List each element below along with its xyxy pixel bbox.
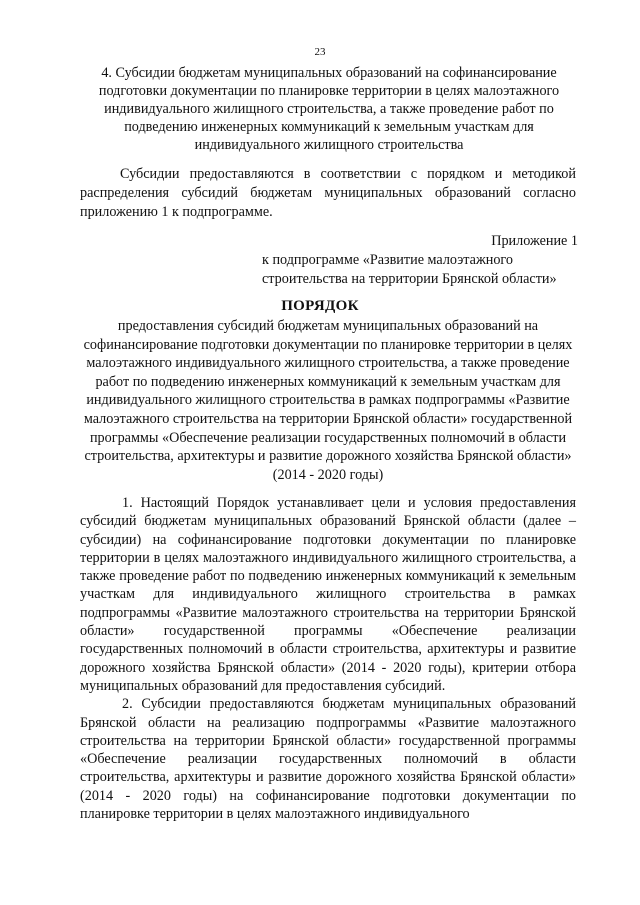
page-number: 23 (314, 46, 326, 58)
body-paragraph-1: 1. Настоящий Порядок устанавливает цели и условия предоставления субсидий бюджетам муниципальных образований Брянской области (далее – субсидии) на софинансирование подготовки документации по планировке территории в целях малоэтажного индивидуального жилищного строительства, а также проведение работ по подведению инженерных коммуникаций к земельным участкам для индивидуального жилищного строительства в рамках подпрограммы «Развитие малоэтажного строительства на территории Брянской области» государственной программы «Обеспечение реализации государственных полномочий в области строительства, архитектуры и развитие дорожного хозяйства Брянской области» (2014 - 2020 годы), критерии отбора муниципальных образований для предоставления субсидий. (80, 495, 576, 694)
document-title: ПОРЯДОК (281, 298, 359, 314)
intro-paragraph: Субсидии предоставляются в соответствии с порядком и методикой распределения субсидий бюджетам муниципальных образований согласно приложению 1 к подпрограмме. (80, 166, 576, 220)
appendix-label: Приложение 1 (491, 233, 578, 249)
document-subtitle: предоставления субсидий бюджетам муниципальных образований на софинансирование подготовки документации по планировке территории в целях малоэтажного индивидуального жилищного строительства, а также проведение работ по подведению инженерных коммуникаций к земельным участкам для индивидуального жилищного строительства в рамках подпрограммы «Развитие малоэтажного строительства на территории Брянской области» государственной программы «Обеспечение реализации государственных полномочий в области строительства, архитектуры и развитие дорожного хозяйства Брянской области» (2014 - 2020 годы) (83, 318, 573, 483)
document-body (80, 494, 576, 823)
appendix-subprogram-reference: к подпрограмме «Развитие малоэтажного строительства на территории Брянской области» (262, 252, 557, 287)
section-heading: 4. Субсидии бюджетам муниципальных образований на софинансирование подготовки документации по планировке территории в целях малоэтажного индивидуального жилищного строительства, а также проведение работ по подведению инженерных коммуникаций к земельным участкам для индивидуального жилищного строительства (98, 65, 560, 153)
body-paragraph-2: 2. Субсидии предоставляются бюджетам муниципальных образований Брянской области на реализацию подпрограммы «Развитие малоэтажного строительства на территории Брянской области» государственной программы «Обеспечение реализации государственных полномочий в области строительства, архитектуры и развитие дорожного хозяйства Брянской области» (2014 - 2020 годы) на софинансирование подготовки документации по планировке территории в целях малоэтажного индивидуального (80, 696, 576, 823)
appendix-reference-block (262, 232, 578, 289)
